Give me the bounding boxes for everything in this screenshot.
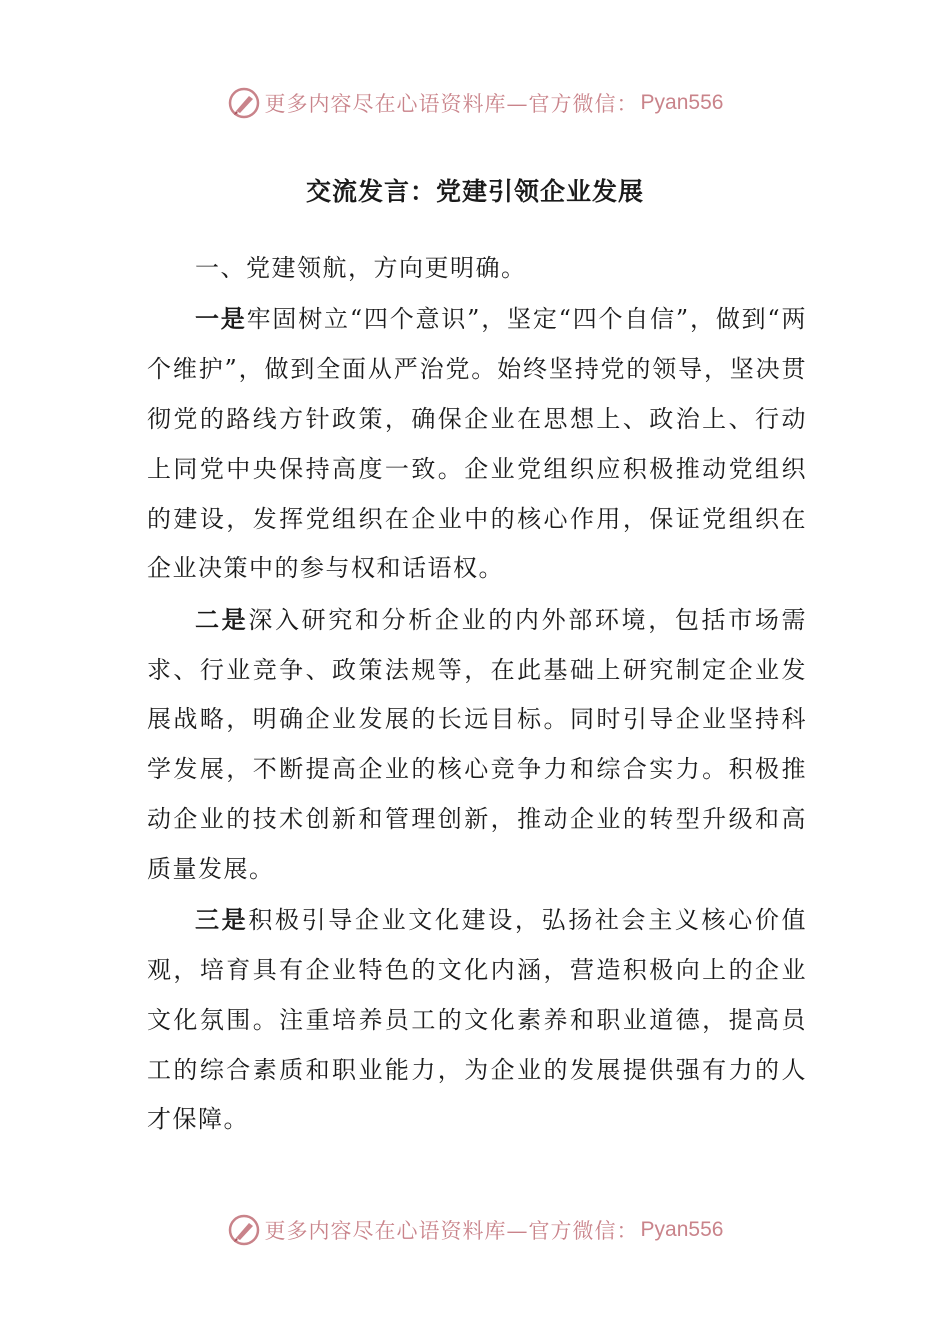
paragraph-text: 深入研究和分析企业的内外部环境，包括市场需求、行业竞争、政策法规等，在此基础上研究制定企业发展战略，明确企业发展的长远目标。同时引导企业坚持科学发展，不断提高企业的核心竞争力和综合实力。积极推动企业的技术创新和管理创新，推动企业的转型升级和高质量发展。 (147, 605, 808, 883)
paragraph-text: 牢固树立“四个意识”，坚定“四个自信”，做到“两个维护”，做到全面从严治党。始终坚持党的领导，坚决贯彻党的路线方针政策，确保企业在思想上、政治上、行动上同党中央保持高度一致。企业党组织应积极推动党组织的建设，发挥党组织在企业中的核心作用，保证党组织在企业决策中的参与权和话语权。 (147, 305, 808, 583)
watermark-text: 更多内容尽在心语资料库—官方微信： (264, 92, 639, 116)
pen-logo-icon (227, 86, 261, 120)
paragraph-3 (147, 895, 807, 1145)
watermark-header (0, 81, 950, 125)
watermark-text: 更多内容尽在心语资料库—官方微信： (264, 1219, 639, 1243)
paragraph-lead: 二是 (195, 604, 249, 634)
document-title: 交流发言：党建引领企业发展 (305, 177, 644, 206)
watermark-wechat-id: Pyan556 (640, 91, 724, 114)
watermark-footer (0, 1208, 950, 1252)
section-heading: 一、党建领航，方向更明确。 (195, 254, 527, 282)
document-body (147, 244, 807, 1145)
paragraph-lead: 一是 (195, 304, 247, 334)
paragraph-text: 积极引导企业文化建设，弘扬社会主义核心价值观，培育具有企业特色的文化内涵，营造积极向上的企业文化氛围。注重培养员工的文化素养和职业道德，提高员工的综合素质和职业能力，为企业的发展提供强有力的人才保障。 (147, 906, 808, 1134)
pen-logo-icon (227, 1213, 261, 1247)
paragraph-1 (147, 294, 807, 594)
paragraph-2 (147, 595, 807, 895)
paragraph-lead: 三是 (195, 905, 249, 935)
watermark-wechat-id: Pyan556 (640, 1218, 724, 1241)
